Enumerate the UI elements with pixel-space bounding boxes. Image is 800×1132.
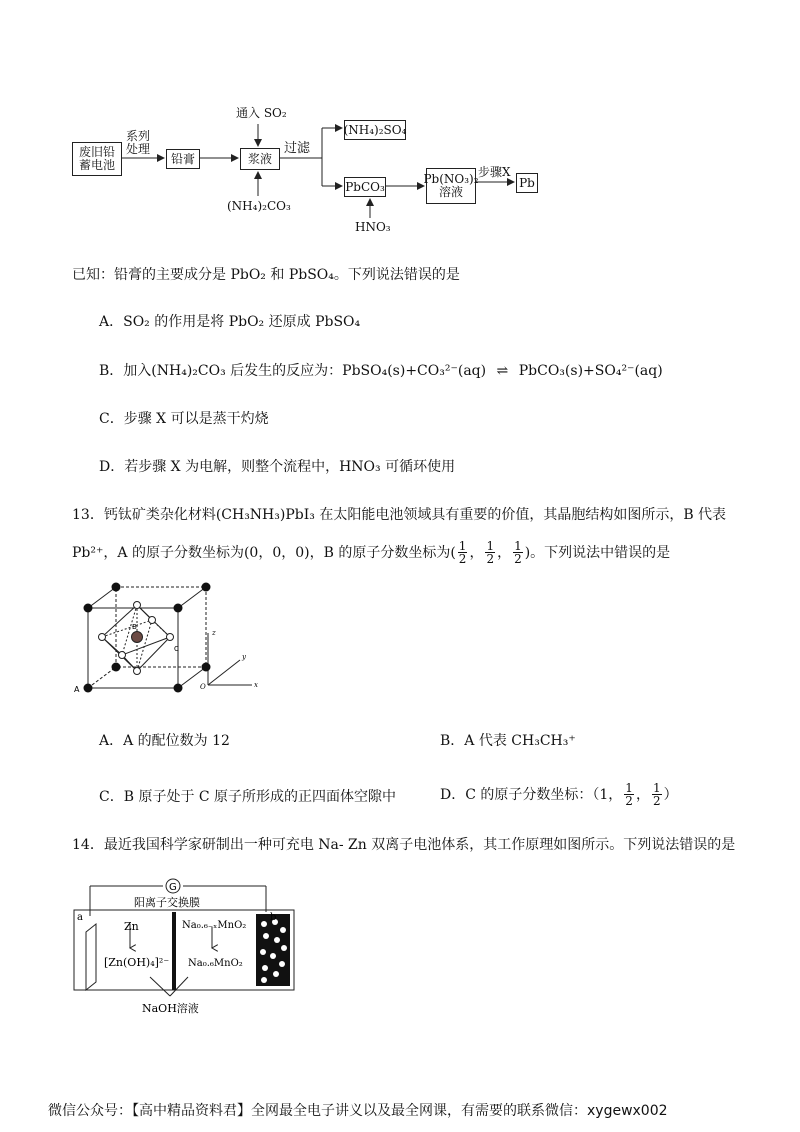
flow-label-filter: 过滤	[284, 141, 311, 156]
atom-a	[202, 663, 211, 672]
atom-a	[202, 583, 211, 592]
galvanometer-icon: G	[169, 882, 177, 893]
flow-label-hno3: HNO₃	[355, 220, 391, 234]
q12-option-c: C．步骤 X 可以是蒸干灼烧	[99, 411, 269, 427]
zn-label: Zn	[124, 920, 139, 933]
atom-a	[112, 583, 121, 592]
fraction-half: $\frac{1}{2}$	[514, 539, 522, 566]
flow-box-waste-battery: 废旧铅蓄电池	[72, 142, 122, 176]
atom-a	[174, 604, 183, 613]
flow-label-so2: 通入 SO₂	[236, 106, 287, 120]
na-mno2-top-label: Na₀.₆₋ₓMnO₂	[182, 920, 247, 931]
q13-option-c: C．B 原子处于 C 原子所形成的正四面体空隙中	[99, 789, 397, 805]
atom-c	[167, 634, 174, 641]
atom-a	[84, 684, 93, 693]
solution-label: NaOH溶液	[142, 1002, 199, 1015]
flow-box-slurry: 浆液	[240, 148, 280, 170]
q13-option-a: A．A 的配位数为 12	[99, 733, 230, 749]
flow-label-step-x: 步骤X	[478, 165, 511, 179]
membrane-label: 阳离子交换膜	[134, 896, 200, 909]
q12-option-b: B．加入(NH₄)₂CO₃ 后发生的反应为：PbSO₄(s)+CO₃²⁻(aq) ⇌ PbCO₃(s)+SO₄²⁻(aq)	[99, 363, 663, 379]
fraction-half: $\frac{1}{2}$	[625, 781, 633, 808]
q13-option-b: B．A 代表 CH₃CH₃⁺	[440, 733, 576, 749]
flow-box-lead-paste: 铅膏	[166, 149, 200, 169]
footer-note: 微信公众号：【高中精品资料君】全网最全电子讲义以及最全网课，有需要的联系微信：xygewx002	[48, 1103, 668, 1119]
label-b: B	[132, 623, 137, 631]
q13-option-d: D．C 的原子分数坐标：（1， $\frac{1}{2}$ ， $\frac{1}{2}$ ）	[440, 781, 678, 808]
atom-b	[132, 632, 143, 643]
q13-stem-line2: Pb²⁺，A 的原子分数坐标为(0，0，0)，B 的原子分数坐标为( $\frac{1}{2}$ ， $\frac{1}{2}$ ， $\frac{1}{2}$ )。下列说法中错误的是	[72, 539, 671, 566]
electrode-a-label: a	[77, 912, 83, 923]
atom-a	[84, 604, 93, 613]
electrode-b-label: b	[270, 912, 277, 923]
atom-a	[174, 684, 183, 693]
equilibrium-arrow: ⇌	[496, 363, 509, 379]
fraction-half: $\frac{1}{2}$	[486, 539, 495, 566]
q13-stem-line1: 13．钙钛矿类杂化材料(CH₃NH₃)PbI₃ 在太阳能电池领域具有重要的价值，其晶胞结构如图所示，B 代表	[72, 507, 727, 523]
cation-exchange-membrane	[172, 912, 176, 990]
axis-y-label: y	[242, 653, 246, 661]
fraction-half: $\frac{1}{2}$	[652, 781, 661, 808]
axis-x-label: x	[254, 681, 258, 689]
flow-box-pbco3: PbCO₃	[344, 177, 386, 197]
q12-stem: 已知：铅膏的主要成分是 PbO₂ 和 PbSO₄。下列说法错误的是	[72, 267, 460, 283]
atom-c	[119, 652, 126, 659]
fraction-half: $\frac{1}{2}$	[458, 539, 467, 566]
atom-c	[134, 668, 141, 675]
flow-box-lead-nitrate: Pb(NO₃)₂ 溶液	[426, 168, 476, 204]
zincate-label: [Zn(OH)₄]²⁻	[104, 956, 170, 969]
atom-c	[134, 602, 141, 609]
flow-label-nh4co3: (NH₄)₂CO₃	[227, 199, 291, 213]
battery-diagram	[70, 872, 310, 1022]
atom-c	[99, 634, 106, 641]
flow-label-process: 系列处理	[126, 129, 151, 156]
label-a: A	[74, 685, 80, 694]
atom-c	[149, 617, 156, 624]
flow-box-ammonium-sulfate: (NH₄)₂SO₄	[344, 120, 406, 140]
q12-option-d: D．若步骤 X 为电解，则整个流程中，HNO₃ 可循环使用	[99, 459, 456, 475]
axis-origin-label: O	[200, 683, 206, 691]
atom-a	[112, 663, 121, 672]
na-mno2-bottom-label: Na₀.₆MnO₂	[188, 958, 243, 969]
q14-stem: 14．最近我国科学家研制出一种可充电 Na- Zn 双离子电池体系，其工作原理如图所示。下列说法错误的是	[72, 837, 736, 853]
crystal-cell-diagram	[70, 575, 270, 700]
flow-box-pb: Pb	[516, 173, 538, 193]
q12-option-a: A．SO₂ 的作用是将 PbO₂ 还原成 PbSO₄	[99, 314, 361, 330]
electrode-a-plate	[86, 924, 96, 990]
label-c: C	[174, 645, 179, 653]
axis-z-label: z	[212, 629, 216, 637]
